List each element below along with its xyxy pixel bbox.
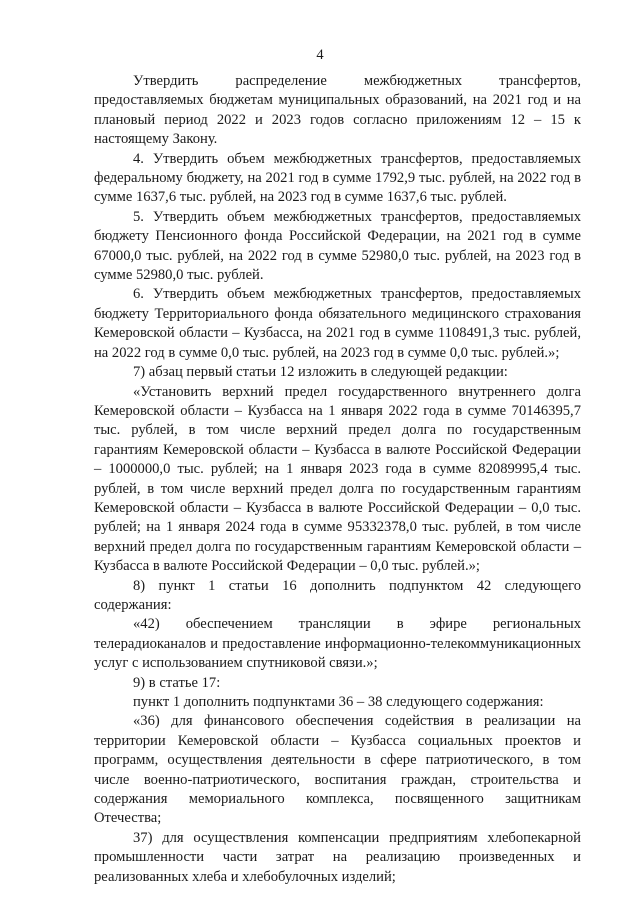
- paragraph-subitem-37: 37) для осуществления компенсации предприятиям хлебопекарной промышленности части затрат на реализацию произведенных и реализованных хлеба и хлебобулочных изделий;: [94, 829, 581, 885]
- paragraph-amendment-8: 8) пункт 1 статьи 16 дополнить подпунктом 42 следующего содержания:: [94, 577, 581, 613]
- paragraph-item-5: 5. Утвердить объем межбюджетных трансфертов, предоставляемых бюджету Пенсионного фонда Российской Федерации, на 2021 год в сумме 67000,0 тыс. рублей, на 2022 год в сумме 52980,0 тыс. рублей, на 2023 год в сумме 52980,0 тыс. рублей.: [94, 208, 581, 284]
- document-body: [94, 72, 581, 887]
- paragraph-amendment-7: 7) абзац первый статьи 12 изложить в следующей редакции:: [133, 364, 508, 381]
- paragraph-subitem-36: «36) для финансового обеспечения содействия в реализации на территории Кемеровской области – Кузбасса социальных проектов и программ, осуществления деятельности в сфере патриотического, в том числе военно-патриотического, воспитания граждан, строительства и содержания мемориального комплекса, посвященного защитникам Отечества;: [94, 713, 581, 827]
- paragraph-distribution: Утвердить распределение межбюджетных трансфертов, предоставляемых бюджетам муниципальных образований, на 2021 год и на плановый период 2022 и 2023 годов согласно приложениям 12 – 15 к настоящему Закону.: [94, 73, 581, 148]
- page-number: 4: [316, 47, 324, 63]
- paragraph-amendment-9: 9) в статье 17:: [133, 674, 221, 691]
- paragraph-article-17-intro: пункт 1 дополнить подпунктами 36 – 38 следующего содержания:: [133, 694, 544, 710]
- paragraph-item-4: 4. Утвердить объем межбюджетных трансфертов, предоставляемых федеральному бюджету, на 2021 год в сумме 1792,9 тыс. рублей, на 2022 год в сумме 1637,6 тыс. рублей, на 2023 год в сумме 1637,6 тыс. рублей.: [94, 150, 581, 206]
- paragraph-item-6: 6. Утвердить объем межбюджетных трансфертов, предоставляемых бюджету Территориального фонда обязательного медицинского страхования Кемеровской области – Кузбасса, на 2021 год в сумме 1108491,3 тыс. рублей, на 2022 год в сумме 0,0 тыс. рублей, на 2023 год в сумме 0,0 тыс. рублей.»;: [94, 286, 581, 361]
- paragraph-subitem-42: «42) обеспечением трансляции в эфире региональных телерадиоканалов и предоставление информационно-телекоммуникационных услуг с использованием спутниковой связи.»;: [94, 616, 581, 672]
- paragraph-debt-limit: «Установить верхний предел государственного внутреннего долга Кемеровской области – Кузбасса на 1 января 2022 года в сумме 70146395,7 тыс. рублей, в том числе верхний предел долга по государственным гарантиям Кемеровской области – Кузбасса в валюте Российской Федерации – 1000000,0 тыс. рублей; на 1 января 2023 года в сумме 82089995,4 тыс. рублей, в том числе верхний предел долга по государственным гарантиям Кемеровской области – Кузбасса в валюте Российской Федерации – 0,0 тыс. рублей; на 1 января 2024 года в сумме 95332378,0 тыс. рублей, в том числе верхний предел долга по государственным гарантиям Кемеровской области – Кузбасса в валюте Российской Федерации – 0,0 тыс. рублей.»;: [94, 383, 581, 575]
